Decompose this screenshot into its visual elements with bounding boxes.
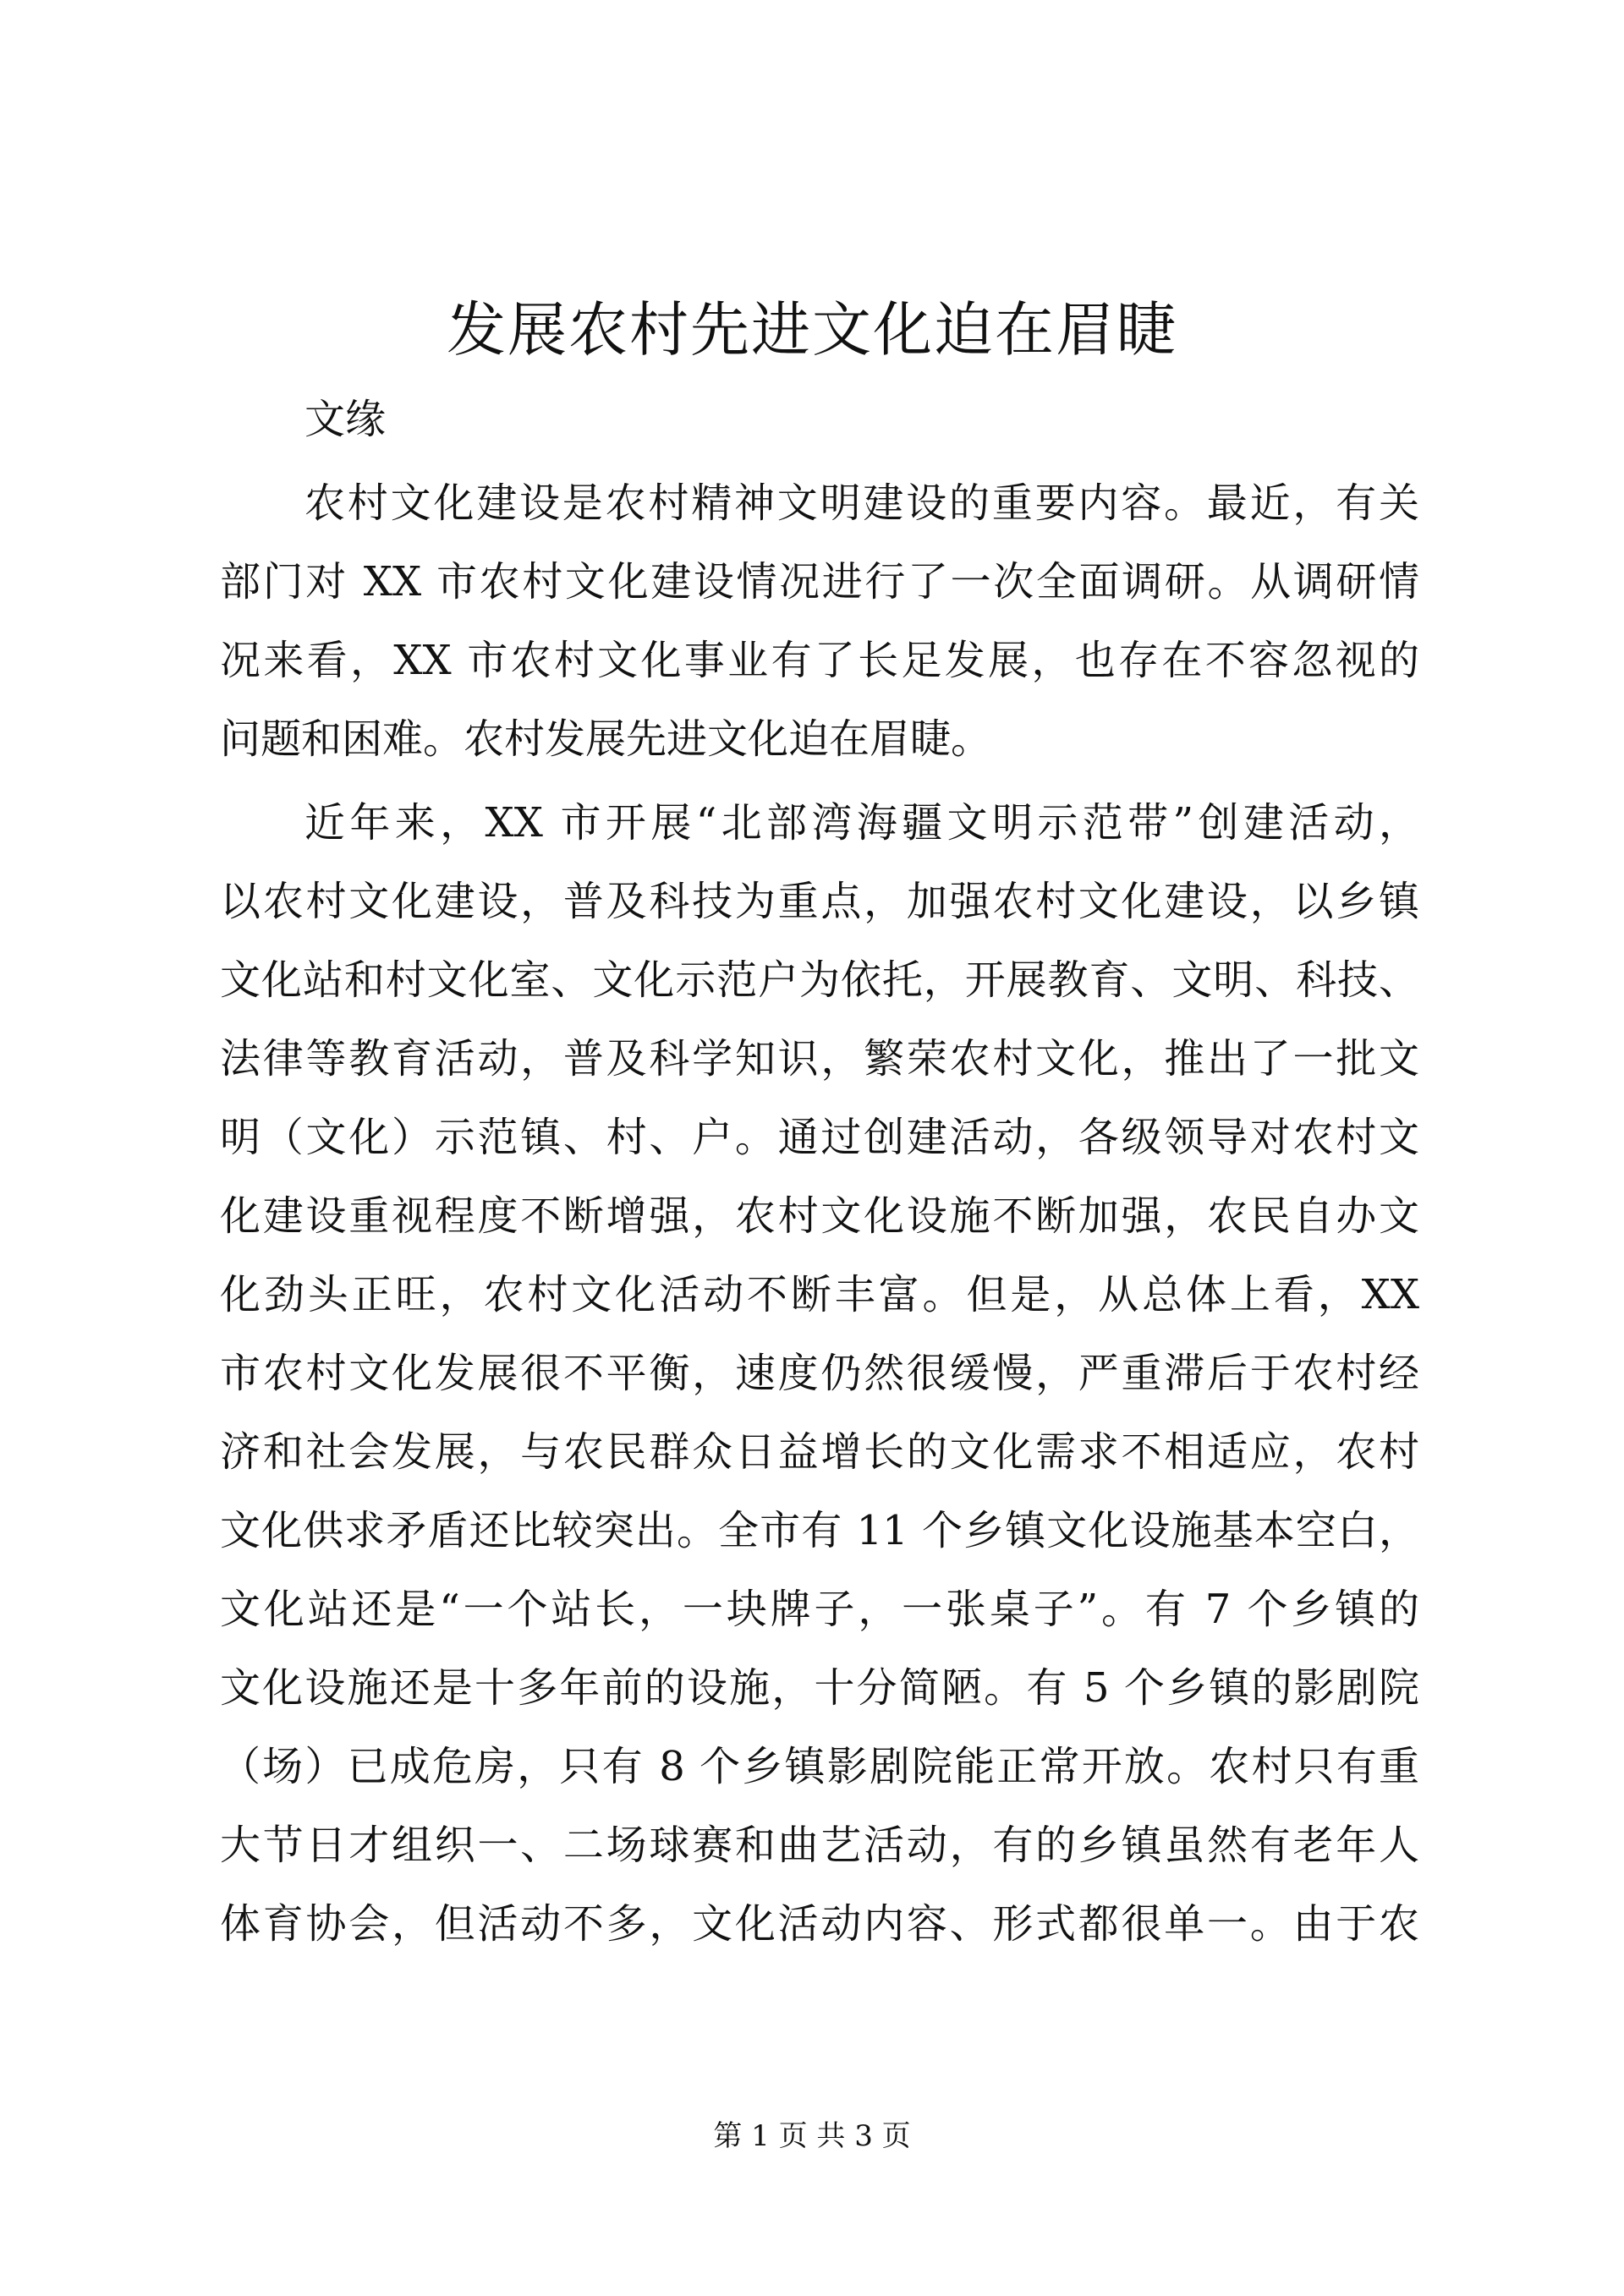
text-line: 况来看，XX 市农村文化事业有了长足发展，也存在不容忽视的 [220,637,1419,684]
text-line: 明（文化）示范镇、村、户。通过创建活动，各级领导对农村文 [220,1114,1419,1161]
text-line: 济和社会发展，与农民群众日益增长的文化需求不相适应，农村 [220,1428,1419,1476]
text-line: 农村文化建设是农村精神文明建设的重要内容。最近，有关 [304,479,1419,527]
author: 文缘 [304,396,387,443]
text-line: 文化站还是“一个站长，一块牌子，一张桌子”。有 7 个乡镇的 [220,1586,1419,1633]
text-line: 化建设重视程度不断增强，农村文化设施不断加强，农民自办文 [220,1192,1419,1240]
text-line: 以农村文化建设，普及科技为重点，加强农村文化建设，以乡镇 [220,878,1419,925]
paragraph [220,784,1419,1964]
text-line: 体育协会，但活动不多，文化活动内容、形式都很单一。由于农 [220,1900,1419,1948]
text-line: 化劲头正旺，农村文化活动不断丰富。但是，从总体上看，XX [220,1271,1419,1318]
text-line: 文化站和村文化室、文化示范户为依托，开展教育、文明、科技、 [220,956,1419,1004]
text-line: 部门对 XX 市农村文化建设情况进行了一次全面调研。从调研情 [220,558,1419,606]
author-line [220,381,1419,459]
paragraphs [220,464,1419,1964]
text-line: （场）已成危房，只有 8 个乡镇影剧院能正常开放。农村只有重 [220,1743,1419,1790]
text-line: 问题和困难。农村发展先进文化迫在眉睫。 [220,715,992,763]
page-footer: 第 1 页 共 3 页 [713,2119,911,2153]
paragraph [220,464,1419,779]
text-line: 文化设施还是十多年前的设施，十分简陋。有 5 个乡镇的影剧院 [220,1664,1419,1712]
text-line: 大节日才组织一、二场球赛和曲艺活动，有的乡镇虽然有老年人 [220,1822,1419,1869]
document-body [220,381,1419,1969]
text-line: 文化供求矛盾还比较突出。全市有 11 个乡镇文化设施基本空白， [220,1507,1419,1554]
text-line: 市农村文化发展很不平衡，速度仍然很缓慢，严重滞后于农村经 [220,1350,1419,1397]
text-line: 近年来，XX 市开展“北部湾海疆文明示范带”创建活动， [304,799,1419,847]
text-line: 法律等教育活动，普及科学知识，繁荣农村文化，推出了一批文 [220,1035,1419,1082]
document-title: 发展农村先进文化迫在眉睫 [447,295,1177,364]
